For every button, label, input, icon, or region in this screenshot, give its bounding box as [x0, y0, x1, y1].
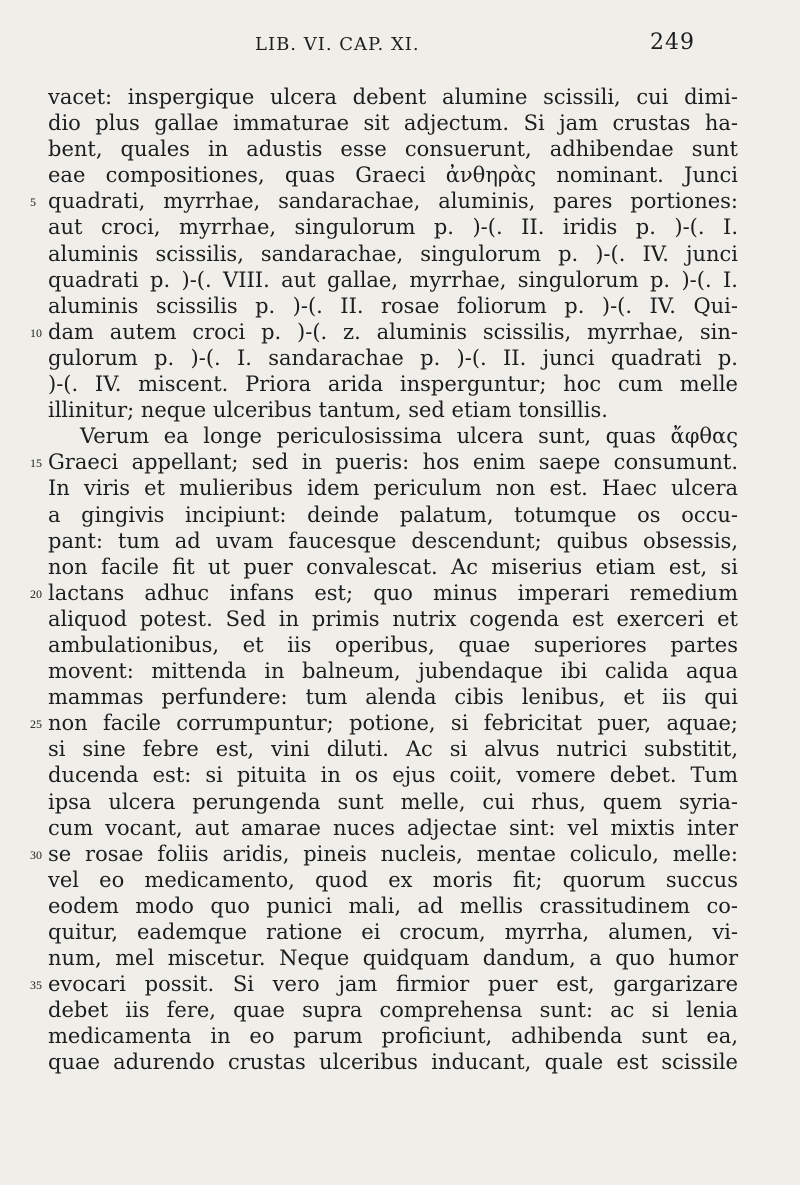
line-number: 35 — [30, 978, 42, 993]
text-line — [0, 84, 800, 110]
line-text: )-(. IV. miscent. Priora arida insperguntur; hoc cum melle — [48, 372, 738, 397]
text-line — [0, 397, 800, 423]
line-text: dam autem croci p. )-(. z. aluminis scissilis, myrrhae, sin- — [48, 319, 738, 344]
text-line — [0, 502, 800, 528]
line-text: si sine febre est, vini diluti. Ac si alvus nutrici substitit, — [48, 737, 738, 762]
line-text: aliquod potest. Sed in primis nutrix cogenda est exerceri et — [48, 606, 738, 631]
text-line — [0, 841, 800, 867]
text-line — [0, 762, 800, 788]
line-text: eae compositiones, quas Graeci ἀνθηρὰς nominant. Junci — [48, 163, 738, 188]
line-text: non facile fit ut puer convalescat. Ac miserius etiam est, si — [48, 554, 738, 579]
line-text: quitur, eademque ratione ei crocum, myrrha, alumen, vi- — [48, 920, 738, 944]
running-head — [0, 30, 800, 60]
line-text: mammas perfundere: tum alenda cibis lenibus, et iis qui — [48, 685, 738, 710]
line-text: debet iis fere, quae supra comprehensa sunt: ac si lenia — [48, 998, 738, 1023]
line-text: evocari possit. Si vero jam firmior puer est, gargarizare — [48, 972, 738, 997]
line-text: vel eo medicamento, quod ex moris fit; quorum succus — [48, 867, 738, 892]
text-line — [0, 214, 800, 240]
text-line — [0, 736, 800, 762]
text-line — [0, 997, 800, 1023]
text-line — [0, 449, 800, 475]
line-text: ducenda est: si pituita in os ejus coiit, vomere debet. Tum — [48, 763, 738, 788]
line-text: lactans adhuc infans est; quo minus imperari remedium — [48, 580, 738, 605]
line-text: se rosae foliis aridis, pineis nucleis, mentae coliculo, melle: — [48, 841, 738, 866]
text-line — [0, 345, 800, 371]
text-line — [0, 632, 800, 658]
text-line — [0, 1049, 800, 1075]
text-line — [0, 554, 800, 580]
line-number: 15 — [30, 456, 42, 471]
line-text: dio plus gallae immaturae sit adjectum. Si jam crustas ha- — [48, 111, 738, 136]
line-text: movent: mittenda in balneum, jubendaque ibi calida aqua — [48, 659, 738, 684]
line-text: Verum ea longe periculosissima ulcera sunt, quas ἄφθας — [80, 424, 738, 449]
text-line — [0, 580, 800, 606]
text-line — [0, 423, 800, 449]
text-line — [0, 475, 800, 501]
line-text: ipsa ulcera perungenda sunt melle, cui rhus, quem syria- — [48, 789, 738, 814]
line-number: 30 — [30, 847, 42, 862]
text-line — [0, 789, 800, 815]
running-title: LIB. VI. CAP. XI. — [255, 34, 420, 55]
text-line — [0, 945, 800, 971]
line-text: quadrati, myrrhae, sandarachae, aluminis, pares portiones: — [48, 189, 738, 214]
text-line — [0, 971, 800, 997]
line-text: In viris et mulieribus idem periculum non est. Haec ulcera — [48, 476, 738, 501]
line-number: 5 — [30, 195, 36, 210]
line-text: pant: tum ad uvam faucesque descendunt; quibus obsessis, — [48, 528, 738, 553]
line-text: bent, quales in adustis esse consuerunt, adhibendae sunt — [48, 137, 738, 162]
line-text: a gingivis incipiunt: deinde palatum, totumque os occu- — [48, 502, 738, 527]
line-text: vacet: inspergique ulcera debent alumine scissili, cui dimi- — [48, 85, 738, 109]
text-line — [0, 241, 800, 267]
line-text: aluminis scissilis, sandarachae, singulorum p. )-(. IV. junci — [48, 241, 738, 266]
line-number: 10 — [30, 325, 42, 340]
line-text: gulorum p. )-(. I. sandarachae p. )-(. II. junci quadrati p. — [48, 345, 738, 370]
text-line — [0, 267, 800, 293]
text-line — [0, 188, 800, 214]
line-text: cum vocant, aut amarae nuces adjectae sint: vel mixtis inter — [48, 815, 738, 840]
body-text — [0, 84, 800, 1076]
text-line — [0, 110, 800, 136]
line-text: Graeci appellant; sed in pueris: hos enim saepe consumunt. — [48, 450, 738, 475]
text-line — [0, 815, 800, 841]
line-number: 25 — [30, 717, 42, 732]
text-line — [0, 528, 800, 554]
page-number: 249 — [650, 30, 695, 55]
line-number: 20 — [30, 586, 42, 601]
text-line — [0, 658, 800, 684]
text-line — [0, 293, 800, 319]
line-text: eodem modo quo punici mali, ad mellis crassitudinem co- — [48, 893, 738, 918]
line-text: num, mel miscetur. Neque quidquam dandum, a quo humor — [48, 946, 738, 971]
line-text: aluminis scissilis p. )-(. II. rosae foliorum p. )-(. IV. Qui- — [48, 293, 738, 318]
line-text: aut croci, myrrhae, singulorum p. )-(. II. iridis p. )-(. I. — [48, 215, 738, 240]
text-line — [0, 319, 800, 345]
text-line — [0, 710, 800, 736]
text-line — [0, 893, 800, 919]
text-line — [0, 1023, 800, 1049]
text-line — [0, 136, 800, 162]
text-line — [0, 919, 800, 945]
text-line — [0, 684, 800, 710]
line-text: non facile corrumpuntur; potione, si febricitat puer, aquae; — [48, 711, 738, 736]
line-text: illinitur; neque ulceribus tantum, sed etiam tonsillis. — [48, 398, 608, 423]
text-line — [0, 371, 800, 397]
text-line — [0, 606, 800, 632]
text-line — [0, 162, 800, 188]
line-text: quadrati p. )-(. VIII. aut gallae, myrrhae, singulorum p. )-(. I. — [48, 267, 738, 292]
line-text: ambulationibus, et iis operibus, quae superiores partes — [48, 632, 738, 657]
line-text: medicamenta in eo parum proficiunt, adhibenda sunt ea, — [48, 1024, 738, 1049]
text-line — [0, 867, 800, 893]
line-text: quae adurendo crustas ulceribus inducant, quale est scissile — [48, 1050, 738, 1075]
